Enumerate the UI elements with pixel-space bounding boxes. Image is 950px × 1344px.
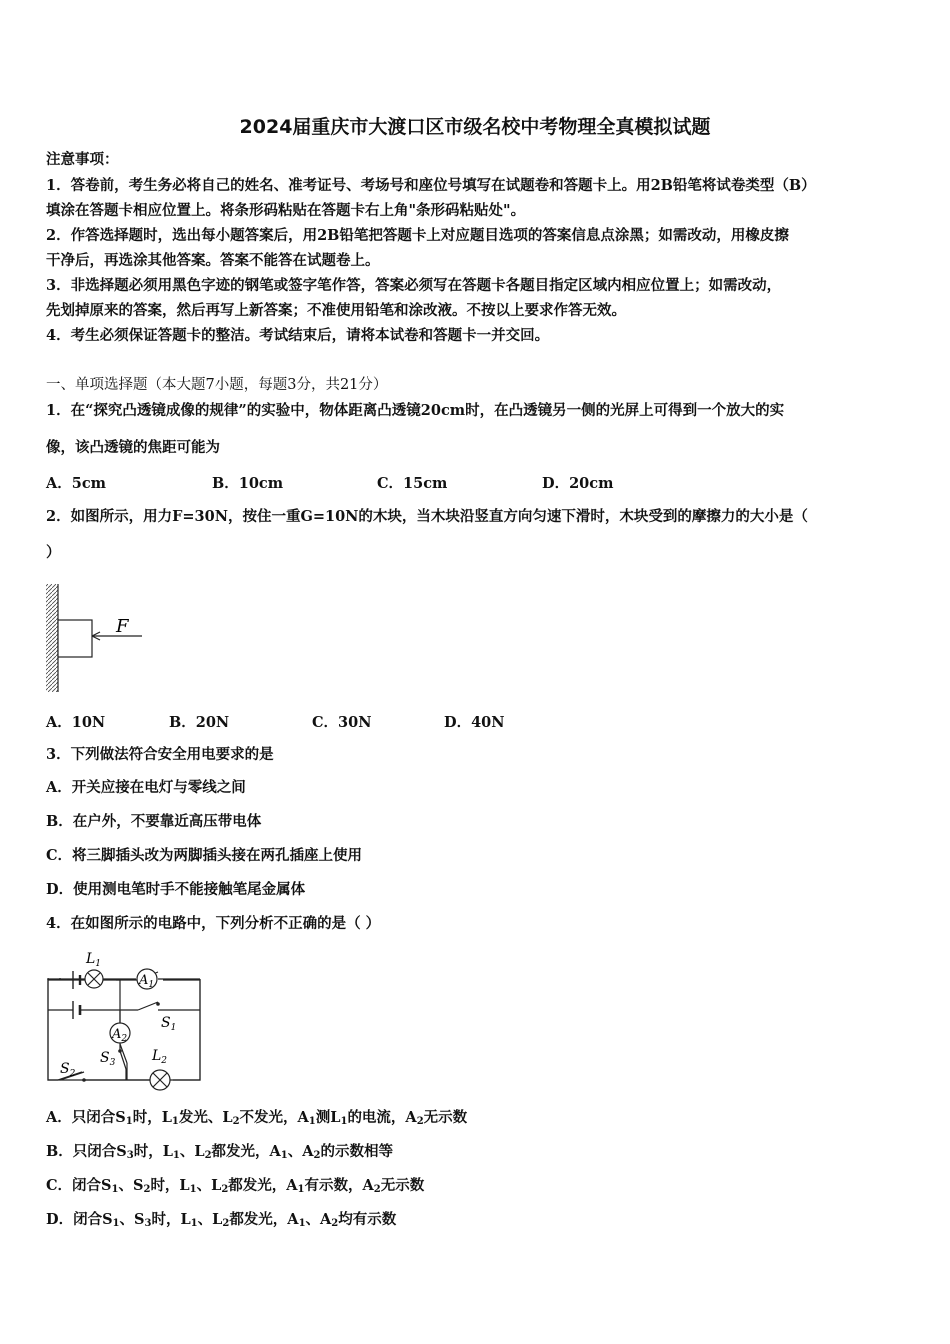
label-a2: $A_2$: [112, 1027, 128, 1044]
label-s2: $S_2$: [60, 1061, 76, 1079]
notice-line-6: 先划掉原来的答案，然后再写上新答案；不准使用铅笔和涂改液。不按以上要求作答无效。: [46, 302, 626, 319]
q3-option-d: D．使用测电笔时手不能接触笔尾金属体: [46, 881, 306, 898]
notice-line-5: 3．非选择题必须用黑色字迹的钢笔或签字笔作答，答案必须写在答题卡各题目指定区域内相应位置上；如需改动，: [46, 277, 782, 294]
q4-circuit-figure: [40, 945, 215, 1095]
q2-option-b: B．20N: [169, 714, 230, 731]
notice-line-2: 填涂在答题卡相应位置上。将条形码粘贴在答题卡右上角"条形码粘贴处"。: [46, 202, 526, 219]
q1-stem-line-1: 1．在“探究凸透镜成像的规律”的实验中，物体距离凸透镜20cm时，在凸透镜另一侧的光屏上可得到一个放大的实: [46, 402, 785, 419]
q2-option-c: C．30N: [312, 714, 372, 731]
force-label: F: [116, 616, 129, 637]
label-s3: $S_3$: [100, 1050, 116, 1068]
q4-option-b: B．只闭合$S_3$时，$L_1$、$L_2$都发光，$A_1$、$A_2$的示数相等: [46, 1143, 393, 1161]
q1-options: [46, 472, 746, 492]
q3-option-b: B．在户外，不要靠近高压带电体: [46, 813, 262, 830]
label-l1: $L_1$: [86, 951, 102, 969]
notice-line-1: 1．答卷前，考生务必将自己的姓名、准考证号、考场号和座位号填写在试题卷和答题卡上。用2B铅笔将试卷类型（B）: [46, 177, 816, 194]
lamp-l1-icon: [85, 970, 103, 988]
q1-option-c: C．15cm: [377, 475, 448, 492]
notice-line-4: 干净后，再选涂其他答案。答案不能答在试题卷上。: [46, 252, 380, 269]
q1-option-a: A．5cm: [46, 475, 107, 492]
section-heading: 一、单项选择题（本大题7小题，每题3分，共21分）: [46, 377, 388, 393]
q3-option-c: C．将三脚插头改为两脚插头接在两孔插座上使用: [46, 847, 363, 864]
q2-options: [46, 711, 746, 731]
lamp-l2-icon: [150, 1070, 170, 1090]
q4-option-a: A．只闭合$S_1$时，$L_1$发光、$L_2$不发光，$A_1$测$L_1$的电流，$A_2$无示数: [46, 1109, 468, 1127]
switch-s1: [138, 1002, 158, 1010]
label-a1: $A_1$: [139, 973, 155, 990]
q2-option-d: D．40N: [444, 714, 505, 731]
page-title: 2024届重庆市大渡口区市级名校中考物理全真模拟试题: [239, 116, 711, 138]
notice-line-7: 4．考生必须保证答题卡的整洁。考试结束后，请将本试卷和答题卡一并交回。: [46, 327, 550, 344]
q3-option-a: A．开关应接在电灯与零线之间: [46, 779, 246, 796]
notice-heading: 注意事项：: [46, 151, 119, 168]
q2-stem-line-1: 2．如图所示，用力F=30N，按住一重G=10N的木块，当木块沿竖直方向匀速下滑时，木块受到的摩擦力的大小是（: [46, 508, 808, 525]
wall-hatch: [46, 584, 58, 692]
q4-stem: 4．在如图所示的电路中，下列分析不正确的是（ ）: [46, 915, 381, 932]
q2-figure: [40, 580, 150, 695]
q2-option-a: A．10N: [46, 714, 106, 731]
q4-option-c: C．闭合$S_1$、$S_2$时，$L_1$、$L_2$都发光，$A_1$有示数，$A_2$无示数: [46, 1177, 425, 1195]
q1-option-d: D．20cm: [542, 475, 614, 492]
wood-block: [58, 620, 92, 657]
q1-stem-line-2: 像，该凸透镜的焦距可能为: [46, 439, 220, 456]
notice-line-3: 2．作答选择题时，选出每小题答案后，用2B铅笔把答题卡上对应题目选项的答案信息点涂黑；如需改动，用橡皮擦: [46, 227, 789, 244]
q4-option-d: D．闭合$S_1$、$S_3$时，$L_1$、$L_2$都发光，$A_1$、$A_2$均有示数: [46, 1211, 397, 1229]
label-l2: $L_2$: [152, 1048, 168, 1066]
q1-option-b: B．10cm: [212, 475, 284, 492]
q3-stem: 3．下列做法符合安全用电要求的是: [46, 746, 274, 763]
q2-stem-line-2: ）: [46, 544, 61, 561]
label-s1: $S_1$: [161, 1015, 177, 1033]
